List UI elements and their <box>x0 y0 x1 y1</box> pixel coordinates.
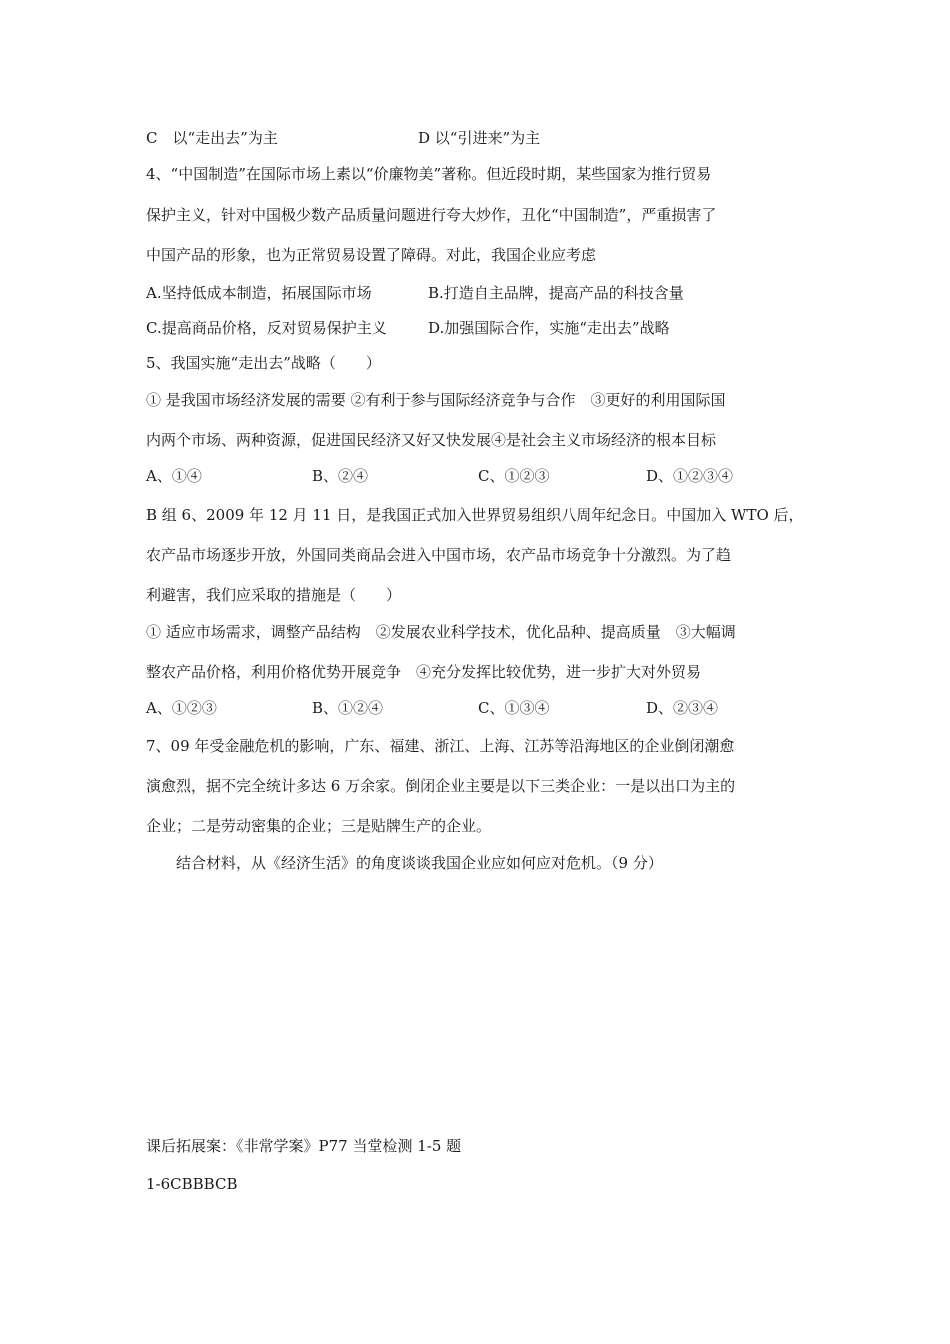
q5-stem: 5、我国实施“走出去”战略（ ） <box>146 354 381 372</box>
q5-option-b: B、②④ <box>312 467 369 485</box>
q7-stem-line-1: 7、09 年受金融危机的影响，广东、福建、浙江、上海、江苏等沿海地区的企业倒闭潮愈 <box>146 737 735 755</box>
q4-option-c: C.提高商品价格，反对贸易保护主义 <box>146 319 387 337</box>
q6-stem-line-3: 利避害，我们应采取的措施是（ ） <box>146 586 402 604</box>
q7-stem-line-2: 演愈烈，据不完全统计多达 6 万余家。倒闭企业主要是以下三类企业：一是以出口为主的 <box>146 777 736 795</box>
q7-question: 结合材料，从《经济生活》的角度谈谈我国企业应如何应对危机。（9 分） <box>176 854 663 872</box>
q4-stem-line-1: 4、“中国制造”在国际市场上素以“价廉物美”著称。但近段时期，某些国家为推行贸易 <box>146 165 712 183</box>
q4-option-a: A.坚持低成本制造，拓展国际市场 <box>146 284 372 302</box>
q4-option-d: D.加强国际合作，实施“走出去”战略 <box>428 319 670 337</box>
q4-stem-line-2: 保护主义，针对中国极少数产品质量问题进行夸大炒作，丑化“中国制造”，严重损害了 <box>146 206 717 224</box>
q6-option-d: D、②③④ <box>646 699 719 717</box>
q6-stem-line-2: 农产品市场逐步开放，外国同类商品会进入中国市场，农产品市场竞争十分激烈。为了趋 <box>146 546 732 564</box>
q5-items-line-1: ① 是我国市场经济发展的需要 ②有利于参与国际经济竞争与合作 ③更好的利用国际国 <box>146 391 726 409</box>
q3-option-d: D 以“引进来”为主 <box>418 129 541 147</box>
answer-key: 1-6CBBBCB <box>146 1175 238 1193</box>
q6-option-a: A、①②③ <box>146 699 217 717</box>
q6-option-c: C、①③④ <box>478 699 550 717</box>
q5-items-line-2: 内两个市场、两种资源，促进国民经济又好又快发展④是社会主义市场经济的根本目标 <box>146 431 717 449</box>
q5-option-a: A、①④ <box>146 467 202 485</box>
q5-option-c: C、①②③ <box>478 467 550 485</box>
q6-items-line-2: 整农产品价格，利用价格优势开展竞争 ④充分发挥比较优势，进一步扩大对外贸易 <box>146 663 702 681</box>
q3-option-c: C 以“走出去”为主 <box>146 129 278 147</box>
q4-stem-line-3: 中国产品的形象，也为正常贸易设置了障碍。对此，我国企业应考虑 <box>146 246 597 264</box>
q7-stem-line-3: 企业；二是劳动密集的企业；三是贴牌生产的企业。 <box>146 817 492 835</box>
q6-stem-line-1: B 组 6、2009 年 12 月 11 日，是我国正式加入世界贸易组织八周年纪念日。中国加入 WTO 后， <box>146 506 804 524</box>
q6-items-line-1: ① 适应市场需求，调整产品结构 ②发展农业科学技术，优化品种、提高质量 ③大幅调 <box>146 623 736 641</box>
q6-option-b: B、①②④ <box>312 699 384 717</box>
extension-note: 课后拓展案：《非常学案》P77 当堂检测 1-5 题 <box>146 1137 462 1155</box>
q4-option-b: B.打造自主品牌，提高产品的科技含量 <box>428 284 684 302</box>
q5-option-d: D、①②③④ <box>646 467 734 485</box>
